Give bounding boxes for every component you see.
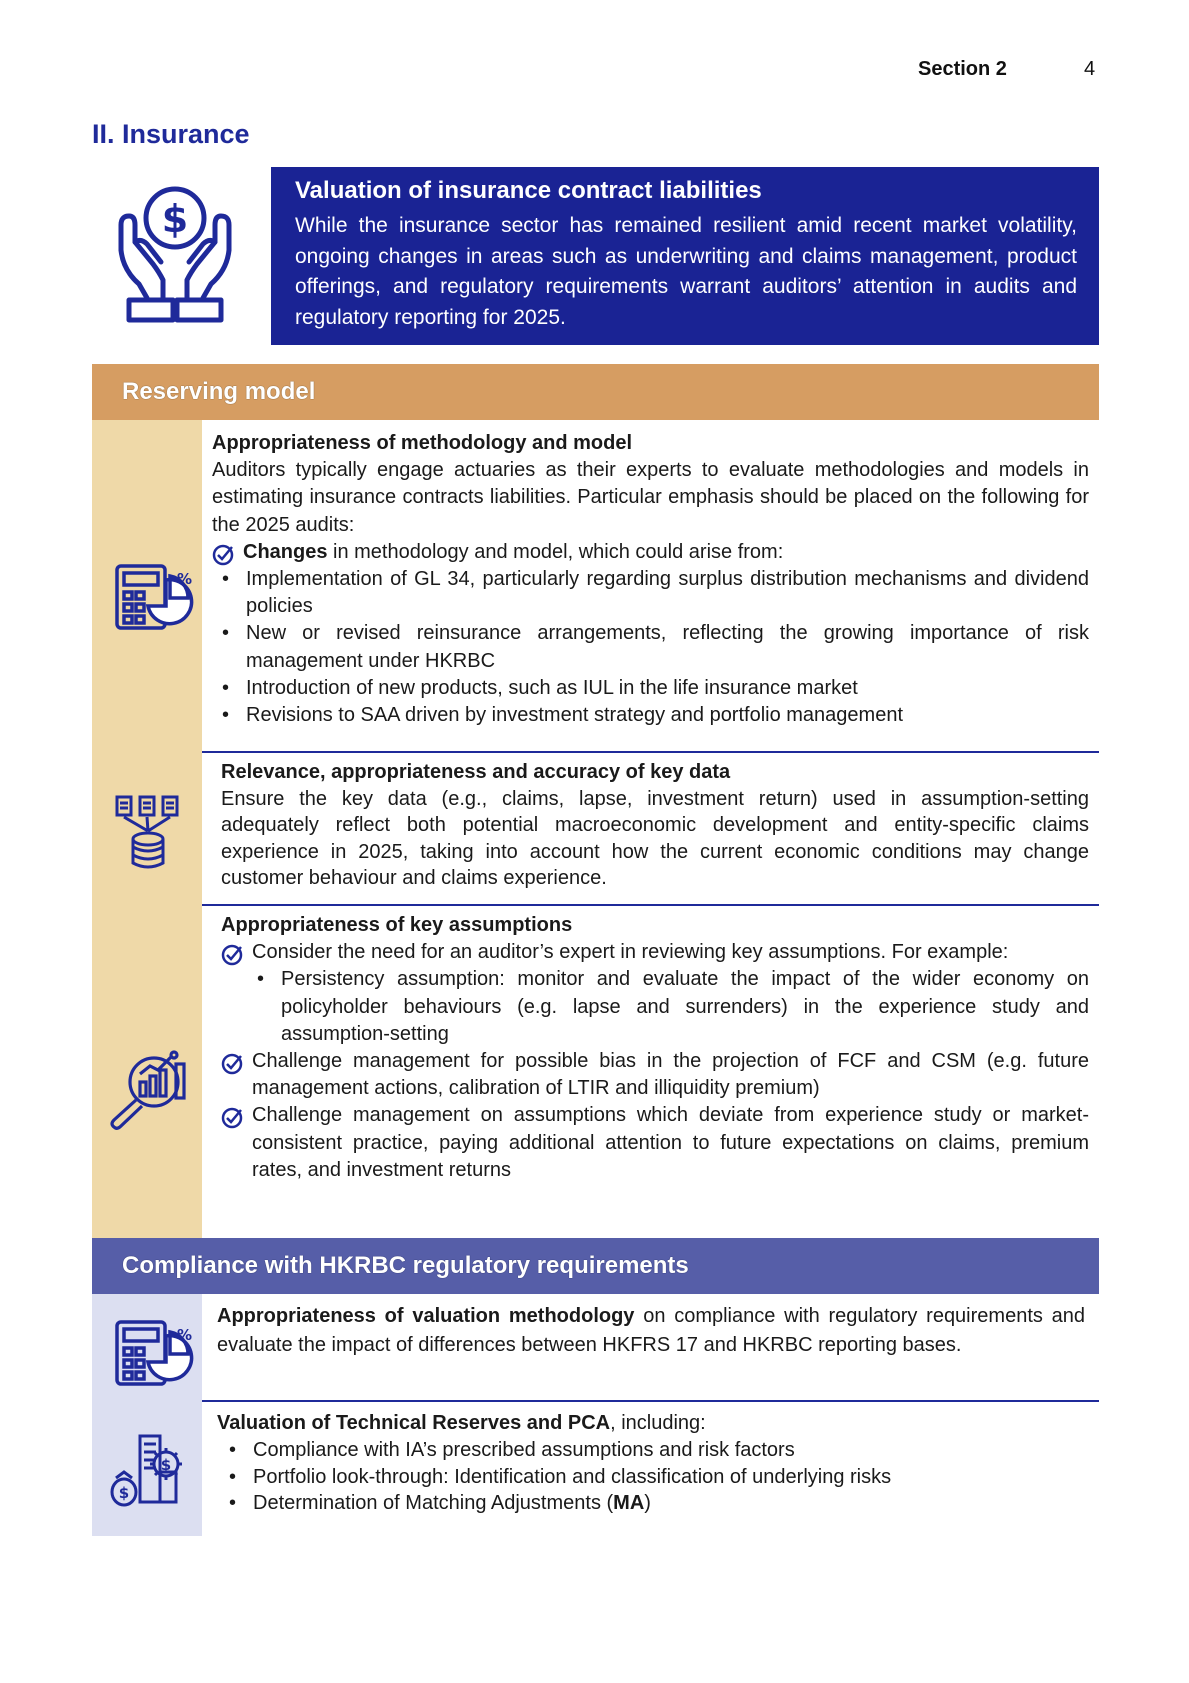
intro-title: Valuation of insurance contract liabilities (295, 177, 762, 204)
methodology-row (92, 420, 1099, 753)
svg-text:%: % (177, 570, 193, 588)
page-number: 4 (1084, 58, 1096, 80)
key-data-body: Ensure the key data (e.g., claims, lapse, investment return) used in assumption-setting adequately reflect both potential macroeconomic development and entity-specific claims experience in 2025, taking into account how the current economic conditions may change customer behaviour and claims experience. (221, 787, 1089, 890)
intro-text: While the insurance sector has remained resilient amid recent market volatility, ongoing changes in areas such as underwriting and claims management, product offerings, and regulatory requirements warrant auditors’ attention in audits and regulatory reporting for 2025. (295, 214, 1077, 329)
technical-reserves-rest: , including: (610, 1412, 706, 1434)
changes-bold: Changes (243, 540, 328, 563)
magnifier-chart-icon (106, 1050, 190, 1128)
assumptions-row (92, 906, 1099, 1238)
ma-bullet-bold: MA (613, 1492, 645, 1515)
svg-text:$: $ (160, 1456, 172, 1474)
methodology-text (212, 430, 1089, 729)
ma-bullet-post: ) (644, 1492, 651, 1515)
hands-dollar-icon (105, 180, 245, 330)
assumptions-heading: Appropriateness of key assumptions (221, 914, 573, 936)
page-title: II. Insurance (92, 119, 250, 149)
technical-reserves-row (92, 1402, 1099, 1536)
check-icon (221, 1053, 243, 1075)
valuation-methodology-text (217, 1302, 1085, 1359)
technical-reserves-bold: Valuation of Technical Reserves and PCA (217, 1412, 611, 1434)
valuation-methodology-rest: on compliance with regulatory requirements and evaluate the impact of differences between HKFRS 17 and HKRBC reporting bases. (217, 1305, 1086, 1356)
key-data-heading: Relevance, appropriateness and accuracy of key data (221, 761, 731, 783)
check-icon (212, 544, 234, 566)
changes-list (212, 566, 1089, 729)
methodology-body: Auditors typically engage actuaries as their experts to evaluate methodologies and models in estimating insurance contracts liabilities. Particular emphasis should be placed on the following for the 2025 audits: (212, 459, 1089, 536)
technical-reserves-list (219, 1437, 1085, 1517)
check-item-deviation (221, 1102, 1089, 1184)
section-label: Section 2 (918, 58, 1007, 80)
changes-rest: in methodology and model, which could arise from: (327, 540, 784, 563)
documents-database-icon (115, 795, 181, 871)
hkrbc-band: Compliance with HKRBC regulatory requirements (92, 1238, 1099, 1294)
building-gear-money-icon (110, 1432, 186, 1508)
ma-bullet-pre: Determination of Matching Adjustments ( (253, 1492, 614, 1515)
methodology-heading: Appropriateness of methodology and model (212, 432, 633, 454)
check-item-bias (221, 1048, 1089, 1102)
technical-reserves-text (217, 1410, 1085, 1517)
key-data-row (92, 753, 1099, 906)
list-item: • New or revised reinsurance arrangements, reflecting the growing importance of risk management under HKRBC (212, 620, 1089, 674)
list-item: • Revisions to SAA driven by investment strategy and portfolio management (212, 702, 1089, 729)
check-text-bias: Challenge management for possible bias in the projection of FCF and CSM (e.g. future management actions, calibration of LTIR and illiquidity premium) (252, 1050, 1089, 1100)
check-icon (221, 944, 243, 966)
check-item-expert (221, 939, 1089, 966)
calculator-chart-icon (114, 558, 193, 632)
list-item: • Implementation of GL 34, particularly regarding surplus distribution mechanisms and dividend policies (212, 566, 1089, 620)
list-item: • Introduction of new products, such as IUL in the life insurance market (212, 675, 1089, 702)
svg-text:%: % (177, 1326, 193, 1344)
check-text-deviation: Challenge management on assumptions which deviate from experience study or market-consistent practice, paying additional attention to future expectations on claims, premium rates, and investment returns (252, 1104, 1089, 1181)
list-item: • Portfolio look-through: Identification and classification of underlying risks (219, 1464, 1085, 1491)
svg-text:$: $ (118, 1484, 130, 1502)
list-item (219, 1490, 1085, 1517)
changes-check-item (212, 539, 1089, 566)
key-data-text (221, 759, 1089, 892)
persistency-list (221, 966, 1089, 1048)
assumptions-text (221, 912, 1089, 1184)
valuation-methodology-bold: Appropriateness of valuation methodology (217, 1305, 635, 1327)
reserving-model-band: Reserving model (92, 364, 1099, 420)
svg-text:$: $ (161, 197, 189, 241)
check-icon (221, 1107, 243, 1129)
check-text-expert: Consider the need for an auditor’s expert in reviewing key assumptions. For example: (252, 941, 1009, 964)
intro-callout (271, 167, 1099, 345)
list-item: • Compliance with IA’s prescribed assumptions and risk factors (219, 1437, 1085, 1464)
valuation-methodology-row (92, 1294, 1099, 1402)
calculator-chart-icon (114, 1314, 193, 1388)
list-item: • Persistency assumption: monitor and evaluate the impact of the wider economy on policyholder behaviours (e.g. lapse and surrenders) in the experience study and assumption-setting (221, 966, 1089, 1048)
